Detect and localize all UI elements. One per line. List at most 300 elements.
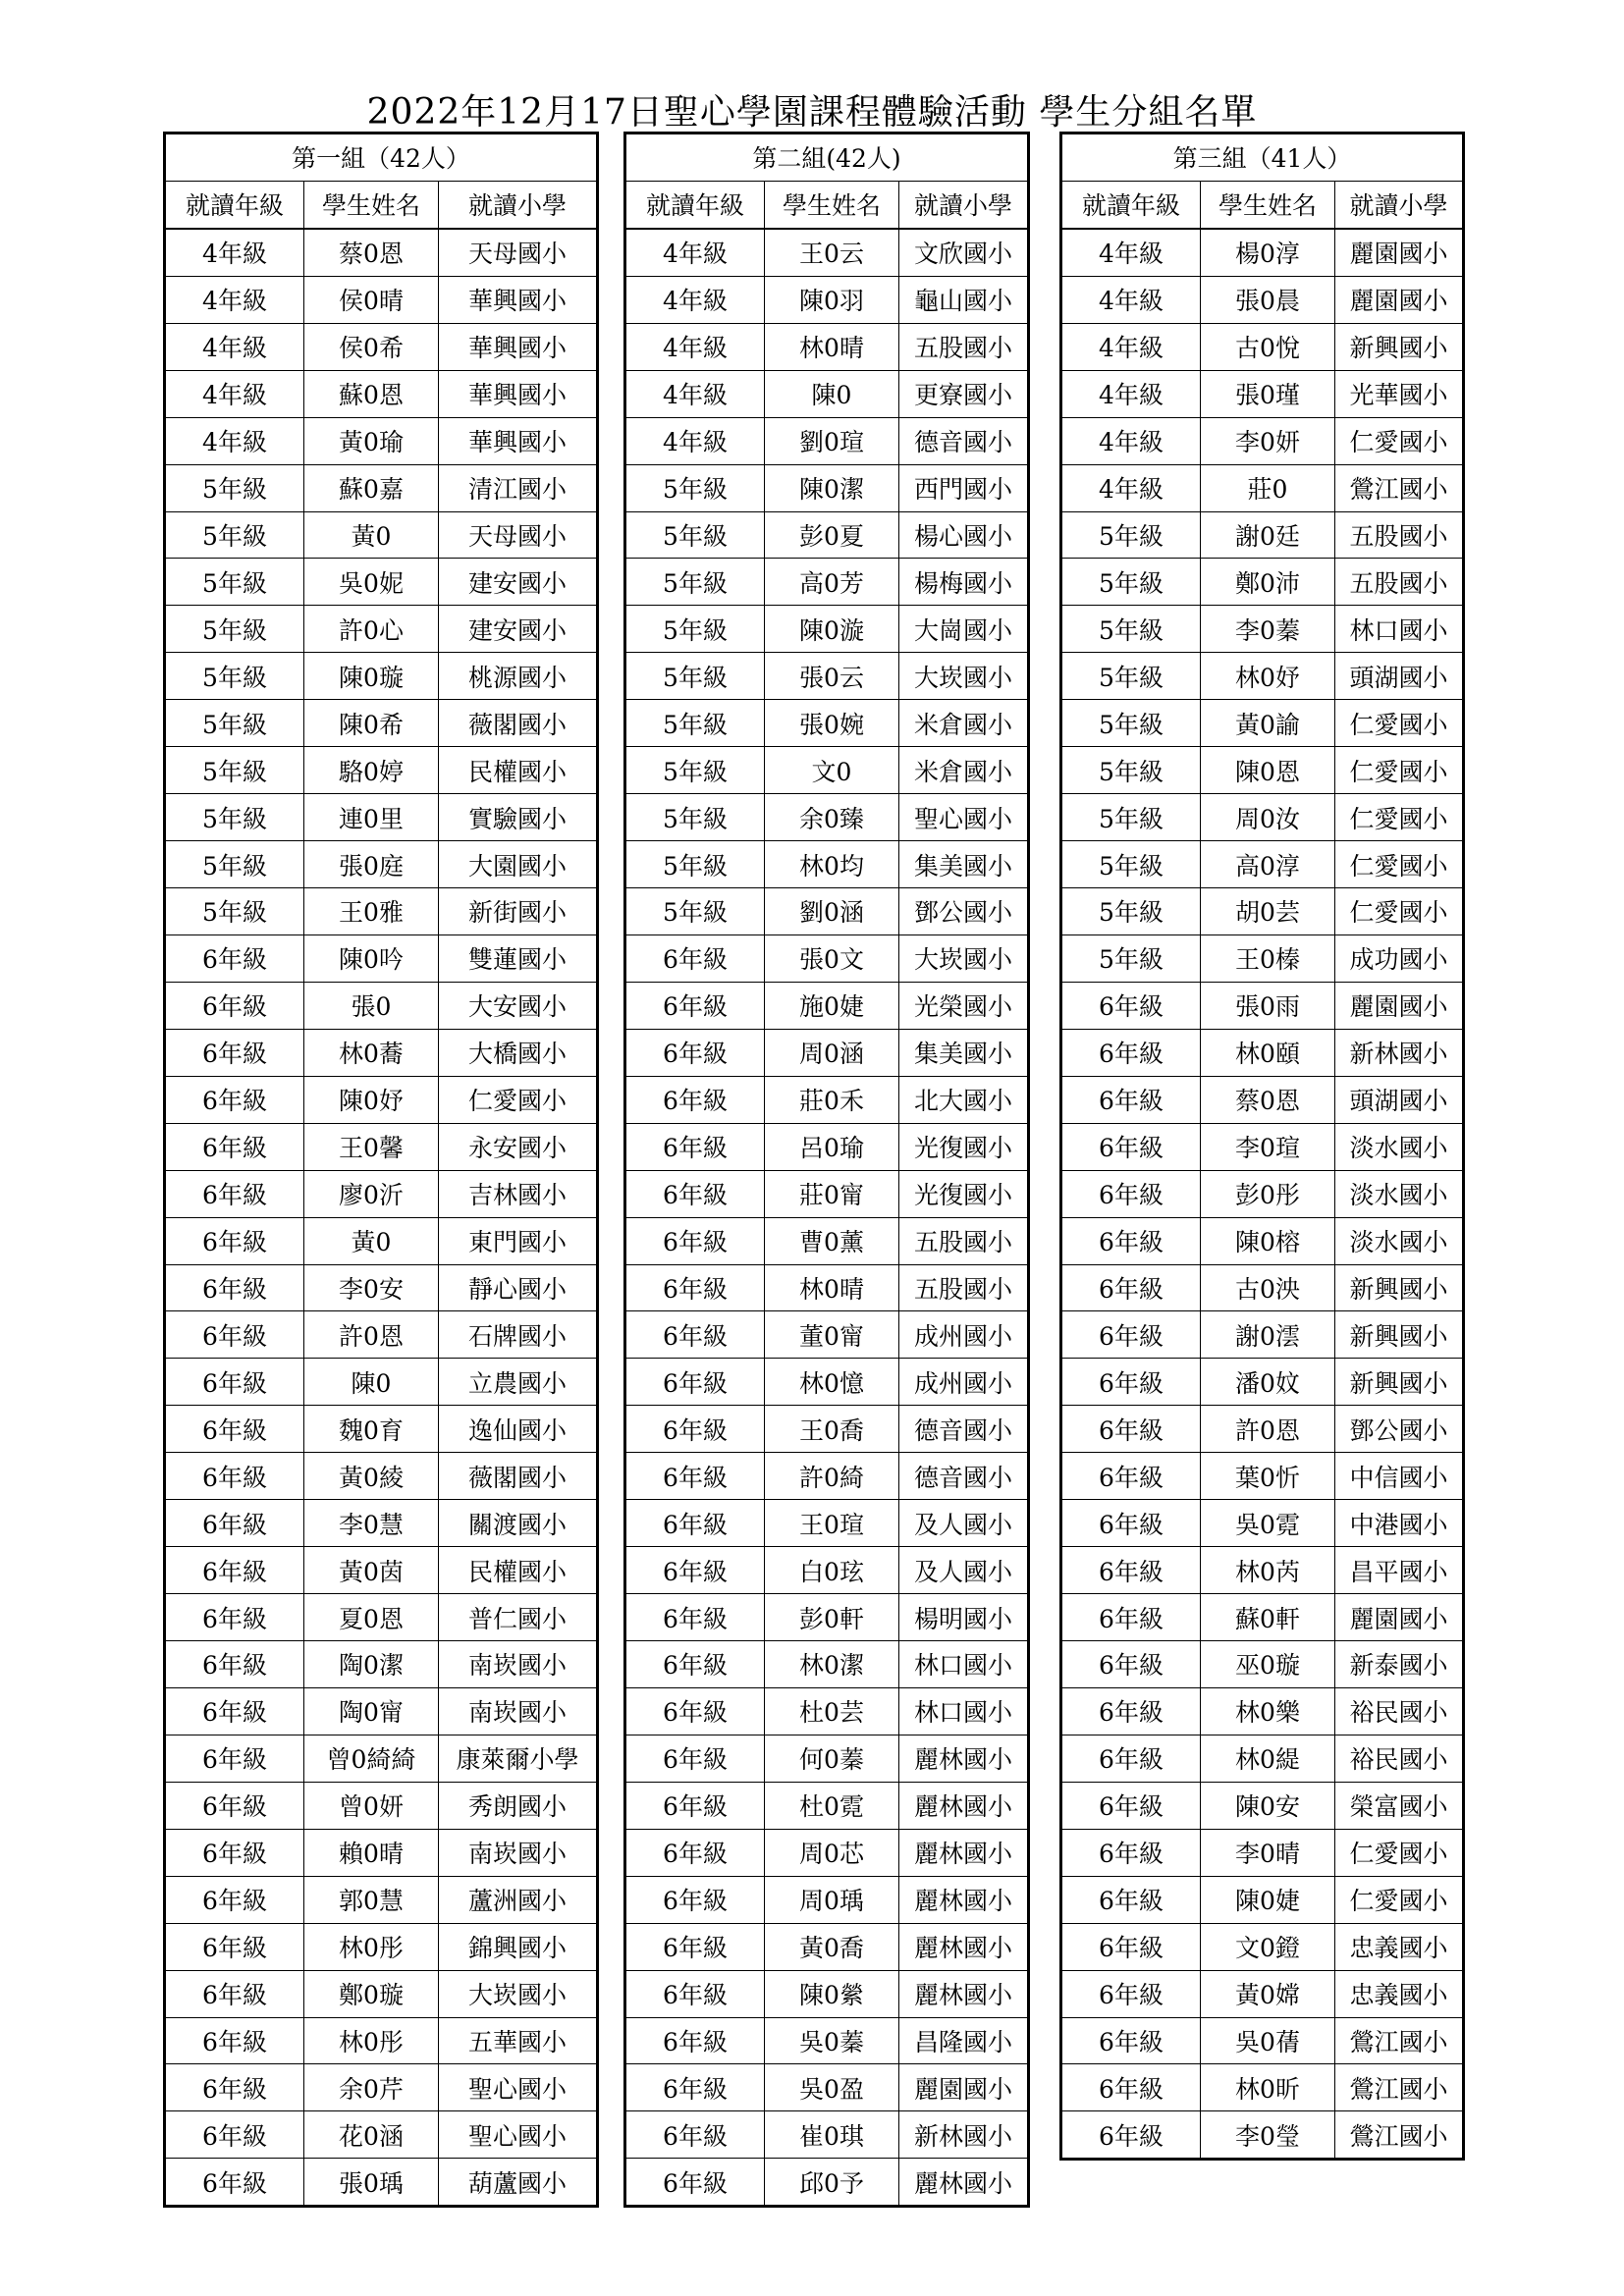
cell-school: 榮富國小 [1335, 1782, 1464, 1829]
cell-grade: 5年級 [165, 841, 304, 888]
cell-student-name: 林0憶 [765, 1359, 899, 1406]
cell-grade: 5年級 [165, 794, 304, 841]
cell-school: 鶯江國小 [1335, 2064, 1464, 2111]
cell-grade: 6年級 [165, 1170, 304, 1217]
cell-grade: 4年級 [1061, 323, 1201, 370]
cell-school: 秀朗國小 [439, 1782, 598, 1829]
cell-student-name: 蘇0軒 [1201, 1594, 1335, 1641]
table-row [165, 747, 598, 794]
cell-school: 米倉國小 [899, 747, 1029, 794]
table-row [1061, 1453, 1464, 1500]
cell-student-name: 吳0妮 [304, 559, 439, 606]
cell-grade: 6年級 [625, 1406, 765, 1453]
cell-school: 集美國小 [899, 841, 1029, 888]
cell-school: 麗園國小 [899, 2064, 1029, 2111]
group-table-3 [1059, 132, 1465, 2161]
table-row [1061, 1687, 1464, 1735]
cell-school: 楊明國小 [899, 1594, 1029, 1641]
cell-school: 葫蘆國小 [439, 2159, 598, 2207]
cell-school: 永安國小 [439, 1123, 598, 1170]
cell-school: 龜山國小 [899, 276, 1029, 323]
table-row [165, 1735, 598, 1782]
cell-grade: 6年級 [1061, 1170, 1201, 1217]
cell-student-name: 陳0恩 [1201, 747, 1335, 794]
cell-student-name: 李0慧 [304, 1500, 439, 1547]
table-row [625, 794, 1029, 841]
table-row [1061, 982, 1464, 1029]
cell-student-name: 胡0芸 [1201, 888, 1335, 935]
table-row [1061, 370, 1464, 417]
cell-student-name: 許0綺 [765, 1453, 899, 1500]
cell-school: 聖心國小 [439, 2064, 598, 2111]
cell-student-name: 陳0璇 [304, 653, 439, 700]
table-row [165, 1170, 598, 1217]
table-row [1061, 229, 1464, 276]
table-row [1061, 1311, 1464, 1359]
cell-student-name: 李0瑩 [1201, 2111, 1335, 2160]
cell-school: 新興國小 [1335, 1359, 1464, 1406]
cell-student-name: 張0晨 [1201, 276, 1335, 323]
cell-student-name: 莊0禾 [765, 1076, 899, 1123]
cell-grade: 4年級 [625, 370, 765, 417]
table-row [1061, 1641, 1464, 1688]
cell-school: 及人國小 [899, 1500, 1029, 1547]
table-row [165, 276, 598, 323]
cell-grade: 6年級 [1061, 1076, 1201, 1123]
table-row [165, 1029, 598, 1076]
cell-grade: 6年級 [1061, 1311, 1201, 1359]
table-row [1061, 1029, 1464, 1076]
table-row [625, 370, 1029, 417]
cell-school: 鶯江國小 [1335, 2111, 1464, 2160]
cell-grade: 5年級 [625, 511, 765, 559]
cell-school: 成州國小 [899, 1359, 1029, 1406]
cell-school: 忠義國小 [1335, 1970, 1464, 2017]
cell-grade: 6年級 [165, 982, 304, 1029]
cell-grade: 4年級 [625, 276, 765, 323]
cell-grade: 5年級 [625, 653, 765, 700]
cell-school: 楊心國小 [899, 511, 1029, 559]
cell-grade: 6年級 [1061, 1782, 1201, 1829]
cell-grade: 6年級 [1061, 2017, 1201, 2064]
cell-grade: 6年級 [1061, 2064, 1201, 2111]
cell-school: 昌隆國小 [899, 2017, 1029, 2064]
cell-grade: 6年級 [165, 1217, 304, 1264]
cell-student-name: 廖0沂 [304, 1170, 439, 1217]
cell-grade: 5年級 [165, 606, 304, 653]
cell-school: 聖心國小 [439, 2111, 598, 2159]
cell-grade: 6年級 [165, 1359, 304, 1406]
cell-student-name: 古0悅 [1201, 323, 1335, 370]
cell-student-name: 曹0薰 [765, 1217, 899, 1264]
cell-grade: 6年級 [165, 1876, 304, 1923]
cell-school: 更寮國小 [899, 370, 1029, 417]
cell-school: 新林國小 [1335, 1029, 1464, 1076]
cell-student-name: 張0婉 [765, 700, 899, 747]
table-row [625, 323, 1029, 370]
cell-school: 仁愛國小 [1335, 888, 1464, 935]
cell-grade: 6年級 [625, 1217, 765, 1264]
cell-grade: 5年級 [165, 464, 304, 511]
cell-grade: 5年級 [1061, 934, 1201, 982]
cell-school: 德音國小 [899, 1406, 1029, 1453]
cell-grade: 6年級 [165, 2159, 304, 2207]
cell-grade: 6年級 [625, 1170, 765, 1217]
cell-school: 昌平國小 [1335, 1547, 1464, 1594]
cell-school: 鶯江國小 [1335, 2017, 1464, 2064]
cell-school: 仁愛國小 [1335, 841, 1464, 888]
cell-school: 實驗國小 [439, 794, 598, 841]
cell-grade: 6年級 [625, 1547, 765, 1594]
cell-school: 大安國小 [439, 982, 598, 1029]
cell-school: 中信國小 [1335, 1453, 1464, 1500]
table-row [625, 1264, 1029, 1311]
cell-student-name: 陳0吟 [304, 934, 439, 982]
cell-student-name: 劉0瑄 [765, 417, 899, 464]
cell-student-name: 陳0希 [304, 700, 439, 747]
table-row [625, 606, 1029, 653]
cell-school: 東門國小 [439, 1217, 598, 1264]
cell-grade: 6年級 [1061, 1359, 1201, 1406]
cell-student-name: 王0榛 [1201, 934, 1335, 982]
cell-student-name: 黃0 [304, 1217, 439, 1264]
cell-student-name: 陶0甯 [304, 1687, 439, 1735]
cell-school: 逸仙國小 [439, 1406, 598, 1453]
cell-school: 集美國小 [899, 1029, 1029, 1076]
cell-school: 南崁國小 [439, 1641, 598, 1688]
cell-school: 淡水國小 [1335, 1123, 1464, 1170]
table-row [165, 888, 598, 935]
table-row [625, 1876, 1029, 1923]
cell-school: 麗林國小 [899, 1735, 1029, 1782]
table-row [1061, 1170, 1464, 1217]
cell-school: 成州國小 [899, 1311, 1029, 1359]
cell-student-name: 杜0芸 [765, 1687, 899, 1735]
cell-grade: 4年級 [1061, 276, 1201, 323]
cell-student-name: 周0瑀 [765, 1876, 899, 1923]
table-row [165, 229, 598, 276]
table-row [625, 2111, 1029, 2159]
cell-school: 華興國小 [439, 370, 598, 417]
cell-student-name: 巫0璇 [1201, 1641, 1335, 1688]
cell-school: 蘆洲國小 [439, 1876, 598, 1923]
table-row [1061, 1264, 1464, 1311]
cell-school: 光榮國小 [899, 982, 1029, 1029]
cell-school: 西門國小 [899, 464, 1029, 511]
cell-grade: 4年級 [165, 229, 304, 276]
table-row [165, 606, 598, 653]
cell-student-name: 何0蓁 [765, 1735, 899, 1782]
cell-grade: 6年級 [1061, 1264, 1201, 1311]
cell-student-name: 王0云 [765, 229, 899, 276]
cell-grade: 6年級 [1061, 1029, 1201, 1076]
table-row [625, 1453, 1029, 1500]
cell-student-name: 莊0 [1201, 464, 1335, 511]
column-header-school: 就讀小學 [439, 181, 598, 228]
cell-student-name: 林0晴 [765, 1264, 899, 1311]
cell-student-name: 蘇0嘉 [304, 464, 439, 511]
table-row [165, 2017, 598, 2064]
cell-student-name: 白0玹 [765, 1547, 899, 1594]
table-row [165, 1687, 598, 1735]
cell-student-name: 鄭0沛 [1201, 559, 1335, 606]
cell-school: 麗林國小 [899, 1876, 1029, 1923]
cell-grade: 6年級 [625, 1264, 765, 1311]
cell-grade: 6年級 [625, 1453, 765, 1500]
cell-student-name: 莊0甯 [765, 1170, 899, 1217]
cell-grade: 5年級 [165, 747, 304, 794]
cell-grade: 5年級 [165, 653, 304, 700]
cell-student-name: 彭0彤 [1201, 1170, 1335, 1217]
cell-student-name: 林0芮 [1201, 1547, 1335, 1594]
table-row [625, 1359, 1029, 1406]
cell-school: 成功國小 [1335, 934, 1464, 982]
cell-grade: 5年級 [165, 511, 304, 559]
table-row [165, 2111, 598, 2159]
cell-grade: 6年級 [165, 1829, 304, 1876]
cell-student-name: 陳0榕 [1201, 1217, 1335, 1264]
cell-school: 頭湖國小 [1335, 653, 1464, 700]
table-row [625, 747, 1029, 794]
cell-grade: 6年級 [625, 1359, 765, 1406]
cell-grade: 6年級 [1061, 1970, 1201, 2017]
cell-school: 麗園國小 [1335, 1594, 1464, 1641]
cell-grade: 5年級 [625, 794, 765, 841]
table-row [625, 511, 1029, 559]
cell-school: 薇閣國小 [439, 1453, 598, 1500]
cell-student-name: 黃0喬 [765, 1923, 899, 1970]
cell-school: 忠義國小 [1335, 1923, 1464, 1970]
table-row [625, 1687, 1029, 1735]
cell-student-name: 余0芹 [304, 2064, 439, 2111]
cell-grade: 4年級 [625, 417, 765, 464]
table-row [165, 1970, 598, 2017]
cell-student-name: 張0庭 [304, 841, 439, 888]
column-header-grade: 就讀年級 [165, 181, 304, 228]
cell-grade: 6年級 [165, 1029, 304, 1076]
table-row [625, 417, 1029, 464]
cell-school: 裕民國小 [1335, 1687, 1464, 1735]
cell-grade: 6年級 [165, 2064, 304, 2111]
cell-school: 裕民國小 [1335, 1735, 1464, 1782]
cell-grade: 6年級 [1061, 1500, 1201, 1547]
table-row [625, 2159, 1029, 2207]
cell-student-name: 陳0安 [1201, 1782, 1335, 1829]
cell-school: 桃源國小 [439, 653, 598, 700]
table-row [625, 1735, 1029, 1782]
cell-grade: 6年級 [165, 1311, 304, 1359]
column-header-grade: 就讀年級 [1061, 181, 1201, 228]
cell-school: 大崁國小 [899, 934, 1029, 982]
cell-student-name: 夏0恩 [304, 1594, 439, 1641]
cell-grade: 6年級 [165, 934, 304, 982]
table-row [625, 1217, 1029, 1264]
table-row [165, 653, 598, 700]
cell-school: 及人國小 [899, 1547, 1029, 1594]
cell-student-name: 張0雨 [1201, 982, 1335, 1029]
table-row [625, 1641, 1029, 1688]
cell-school: 仁愛國小 [1335, 700, 1464, 747]
table-row [165, 1311, 598, 1359]
cell-grade: 6年級 [165, 1594, 304, 1641]
cell-student-name: 駱0婷 [304, 747, 439, 794]
cell-student-name: 張0 [304, 982, 439, 1029]
cell-grade: 6年級 [625, 934, 765, 982]
table-row [1061, 464, 1464, 511]
cell-grade: 6年級 [625, 1687, 765, 1735]
cell-grade: 4年級 [1061, 417, 1201, 464]
cell-school: 鄧公國小 [1335, 1406, 1464, 1453]
table-row [165, 1547, 598, 1594]
cell-school: 麗園國小 [1335, 229, 1464, 276]
cell-student-name: 林0均 [765, 841, 899, 888]
cell-grade: 6年級 [1061, 1641, 1201, 1688]
cell-school: 華興國小 [439, 417, 598, 464]
cell-student-name: 謝0廷 [1201, 511, 1335, 559]
cell-grade: 6年級 [165, 1641, 304, 1688]
table-row [1061, 1970, 1464, 2017]
cell-grade: 6年級 [625, 1076, 765, 1123]
table-row [625, 1547, 1029, 1594]
column-header-name: 學生姓名 [1201, 181, 1335, 228]
cell-student-name: 劉0涵 [765, 888, 899, 935]
cell-grade: 6年級 [165, 1123, 304, 1170]
cell-student-name: 李0瑄 [1201, 1123, 1335, 1170]
table-row [1061, 794, 1464, 841]
cell-grade: 6年級 [625, 2111, 765, 2159]
table-row [165, 417, 598, 464]
cell-student-name: 文0 [765, 747, 899, 794]
cell-student-name: 潘0妏 [1201, 1359, 1335, 1406]
table-row [625, 1029, 1029, 1076]
cell-grade: 6年級 [165, 1076, 304, 1123]
cell-school: 麗林國小 [899, 1829, 1029, 1876]
cell-student-name: 李0安 [304, 1264, 439, 1311]
table-row [625, 2064, 1029, 2111]
cell-grade: 6年級 [625, 1500, 765, 1547]
cell-grade: 6年級 [165, 1687, 304, 1735]
cell-grade: 6年級 [625, 1311, 765, 1359]
cell-school: 麗林國小 [899, 1782, 1029, 1829]
cell-school: 建安國小 [439, 606, 598, 653]
table-row [1061, 1923, 1464, 1970]
table-row [625, 841, 1029, 888]
cell-student-name: 林0緹 [1201, 1735, 1335, 1782]
table-row [1061, 934, 1464, 982]
cell-grade: 6年級 [625, 1641, 765, 1688]
cell-grade: 6年級 [625, 1782, 765, 1829]
cell-student-name: 古0泱 [1201, 1264, 1335, 1311]
cell-grade: 4年級 [165, 323, 304, 370]
column-header-grade: 就讀年級 [625, 181, 765, 228]
cell-grade: 6年級 [1061, 1594, 1201, 1641]
group-title: 第一組（42人） [165, 133, 598, 182]
cell-grade: 6年級 [625, 2159, 765, 2207]
table-row [625, 1123, 1029, 1170]
cell-school: 五股國小 [899, 1264, 1029, 1311]
cell-student-name: 黃0綾 [304, 1453, 439, 1500]
table-row [165, 1359, 598, 1406]
table-row [1061, 417, 1464, 464]
cell-grade: 5年級 [165, 888, 304, 935]
cell-grade: 6年級 [1061, 1735, 1201, 1782]
table-row [165, 934, 598, 982]
cell-student-name: 彭0夏 [765, 511, 899, 559]
cell-school: 仁愛國小 [439, 1076, 598, 1123]
table-row [165, 1876, 598, 1923]
cell-school: 五股國小 [1335, 511, 1464, 559]
cell-school: 薇閣國小 [439, 700, 598, 747]
cell-student-name: 黃0茵 [304, 1547, 439, 1594]
cell-school: 天母國小 [439, 229, 598, 276]
cell-student-name: 周0芯 [765, 1829, 899, 1876]
cell-student-name: 王0喬 [765, 1406, 899, 1453]
cell-school: 立農國小 [439, 1359, 598, 1406]
cell-grade: 5年級 [1061, 794, 1201, 841]
cell-school: 麗林國小 [899, 1923, 1029, 1970]
cell-student-name: 張0瑀 [304, 2159, 439, 2207]
cell-grade: 5年級 [1061, 700, 1201, 747]
cell-school: 南崁國小 [439, 1829, 598, 1876]
table-row [1061, 1406, 1464, 1453]
cell-grade: 6年級 [625, 1829, 765, 1876]
cell-grade: 6年級 [165, 1970, 304, 2017]
cell-school: 麗林國小 [899, 1970, 1029, 2017]
cell-school: 大崗國小 [899, 606, 1029, 653]
table-row [1061, 1123, 1464, 1170]
cell-grade: 5年級 [625, 888, 765, 935]
cell-grade: 6年級 [625, 1923, 765, 1970]
cell-school: 大園國小 [439, 841, 598, 888]
cell-student-name: 張0云 [765, 653, 899, 700]
table-row [1061, 700, 1464, 747]
cell-grade: 6年級 [625, 1594, 765, 1641]
cell-grade: 4年級 [165, 417, 304, 464]
table-row [165, 1076, 598, 1123]
table-row [625, 1406, 1029, 1453]
cell-grade: 5年級 [625, 841, 765, 888]
table-row [165, 1641, 598, 1688]
cell-student-name: 陶0潔 [304, 1641, 439, 1688]
cell-student-name: 陳0潔 [765, 464, 899, 511]
cell-grade: 6年級 [1061, 1829, 1201, 1876]
table-row [1061, 1076, 1464, 1123]
cell-student-name: 張0瑾 [1201, 370, 1335, 417]
table-row [165, 1782, 598, 1829]
cell-student-name: 呂0瑜 [765, 1123, 899, 1170]
cell-student-name: 謝0澐 [1201, 1311, 1335, 1359]
cell-school: 北大國小 [899, 1076, 1029, 1123]
cell-student-name: 高0芳 [765, 559, 899, 606]
cell-school: 中港國小 [1335, 1500, 1464, 1547]
cell-school: 靜心國小 [439, 1264, 598, 1311]
cell-grade: 5年級 [1061, 653, 1201, 700]
cell-grade: 6年級 [1061, 1687, 1201, 1735]
cell-grade: 6年級 [1061, 1123, 1201, 1170]
cell-student-name: 林0昕 [1201, 2064, 1335, 2111]
cell-grade: 6年級 [165, 2111, 304, 2159]
table-row [625, 1500, 1029, 1547]
cell-school: 仁愛國小 [1335, 417, 1464, 464]
cell-school: 大橋國小 [439, 1029, 598, 1076]
cell-school: 大崁國小 [439, 1970, 598, 2017]
cell-student-name: 曾0綺綺 [304, 1735, 439, 1782]
table-row [165, 1406, 598, 1453]
table-row [1061, 841, 1464, 888]
table-row [1061, 1500, 1464, 1547]
cell-grade: 6年級 [1061, 982, 1201, 1029]
table-row [165, 1594, 598, 1641]
